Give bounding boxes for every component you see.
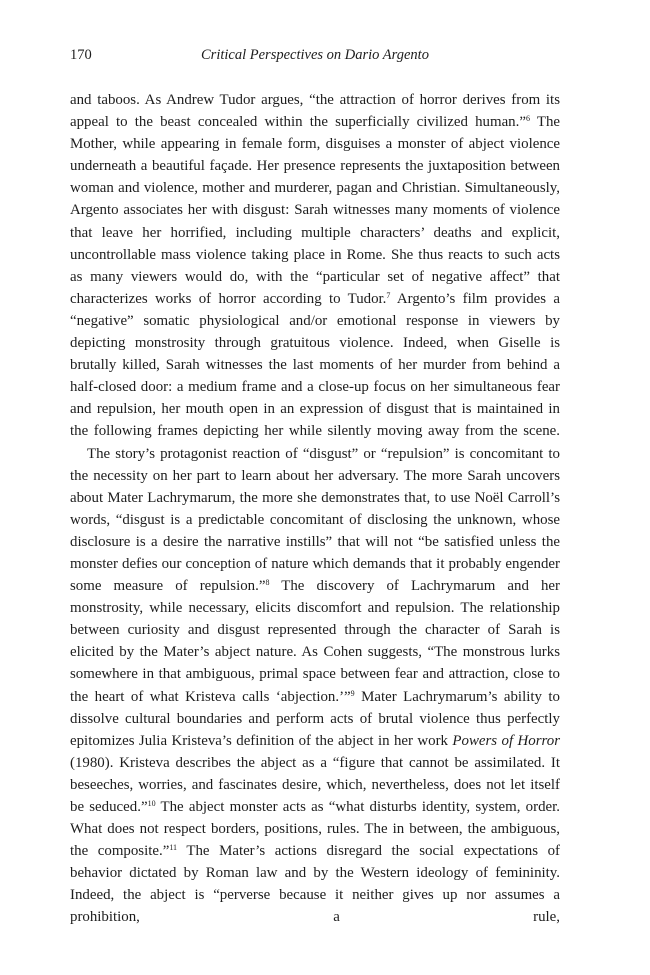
body-text <box>70 89 560 929</box>
page-number: 170 <box>70 47 92 63</box>
text-run: The story’s protagonist reaction of “disgust” or “repulsion” is concomitant to the necessity on her part to learn about her adversary. The more Sarah uncovers about Mater Lachrymarum, the more she demonstrates that, to use Noël Carroll’s words, “disgust is a predictable concomitant of disclosing the unknown, whose disclosure is a desire the narrative instills” that will not “be satisfied unless the monster defies our conception of nature which demands that it probably engender some measure of repulsion.” <box>70 445 560 595</box>
text-run: Argento’s film provides a “negative” somatic physiological and/or emotional response in viewers by depicting monstrosity through gratuitous violence. Indeed, when Giselle is brutally killed, Sarah witnesses the last moments of her murder from behind a half-closed door: a medium frame and a close-up focus on her simultaneous fear and repulsion, her mouth open in an expression of disgust that is maintained in the following frames depicting her while silently moving away from the scene. <box>70 290 560 440</box>
text-run: The discovery of Lachrymarum and her monstrosity, while necessary, elicits discomfort and repulsion. The relationship between curiosity and disgust represented through the character of Sarah is elicited by the Mater’s abject nature. As Cohen suggests, “The monstrous lurks somewhere in that ambiguous, primal space between fear and attraction, close to the heart of what Kristeva calls ‘abjection.’” <box>70 578 560 705</box>
text-run: The Mater’s actions disregard the social expectations of behavior dictated by Roman law and by the Western ideology of femininity. Indeed, the abject is “perverse because it neither gives up nor assumes a prohibition, a rule, <box>70 843 560 926</box>
footnote-ref: 10 <box>147 799 156 808</box>
page-header <box>70 47 560 67</box>
text-run: Mater Lachrymarum’s ability to dissolve cultural boundaries and perform acts of brutal violence thus perfectly epitomizes Julia Kristeva’s definition of the abject in her work <box>70 688 560 749</box>
running-title: Critical Perspectives on Dario Argento <box>201 47 429 63</box>
paragraph <box>70 89 560 443</box>
book-title: Powers of Horror <box>452 732 560 749</box>
paragraph <box>70 443 560 929</box>
footnote-ref: 7 <box>386 290 391 300</box>
footnote-ref: 9 <box>350 688 355 698</box>
footnote-ref: 8 <box>265 578 270 588</box>
footnote-ref: 6 <box>525 114 530 124</box>
text-run: The abject monster acts as “what disturbs identity, system, order. What does not respect borders, positions, rules. The in between, the ambiguous, the composite.” <box>70 799 560 860</box>
text-run: (1980). Kristeva describes the abject as a “figure that cannot be assimilated. It beseeches, worries, and fascinates desire, which, nevertheless, does not let itself be seduced.” <box>70 754 560 815</box>
text-run: and taboos. As Andrew Tudor argues, “the attraction of horror derives from its appeal to the beast concealed within the superficially civilized human.” <box>70 92 560 131</box>
footnote-ref: 11 <box>169 843 178 853</box>
text-run: The Mother, while appearing in female form, disguises a monster of abject violence underneath a beautiful façade. Her presence represents the juxtaposition between woman and violence, mother and murderer, pagan and Christian. Simultaneously, Argento associates her with disgust: Sarah witnesses many moments of violence that leave her horrified, including multiple characters’ deaths and explicit, uncontrollable mass violence taking place in Rome. She thus reacts to such acts as many viewers would do, with the “particular set of negative affect” that characterizes works of horror according to Tudor. <box>70 114 561 307</box>
